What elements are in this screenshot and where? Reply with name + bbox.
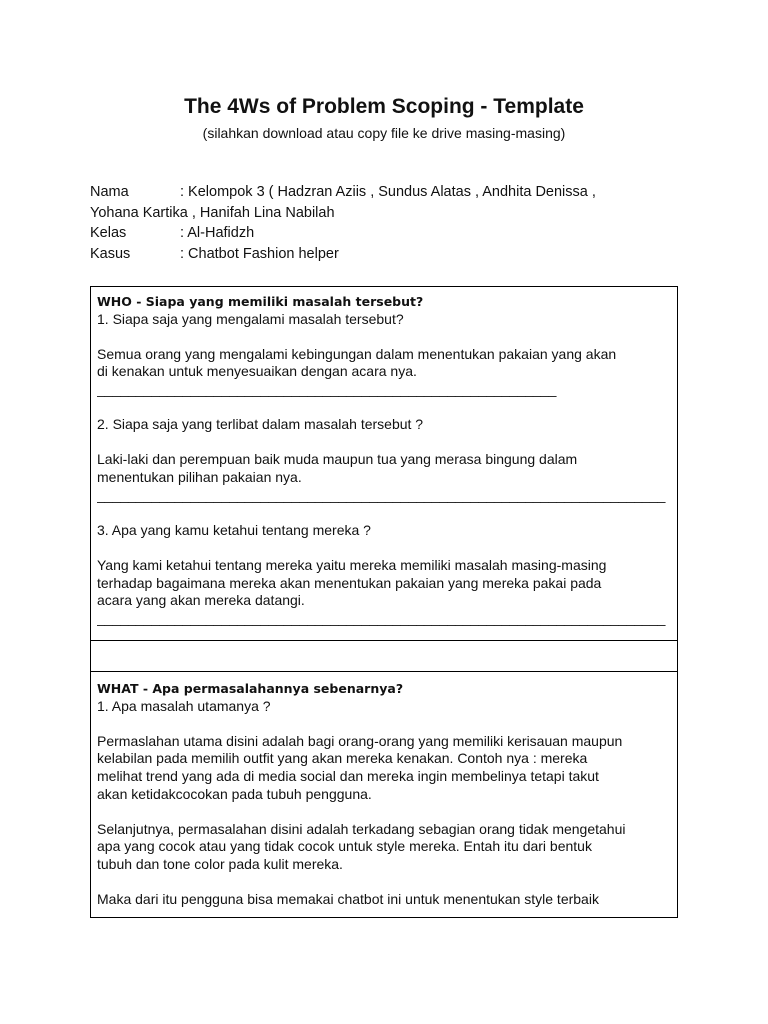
who-heading: WHO - Siapa yang memiliki masalah tersebut? [97, 294, 424, 309]
nama-value-continued: Yohana Kartika , Hanifah Lina Nabilah [90, 204, 335, 221]
who-question-3: 3. Apa yang kamu ketahui tentang mereka ? [97, 521, 371, 538]
kasus-row [90, 244, 690, 265]
what-heading: WHAT - Apa permasalahannya sebenarnya? [97, 681, 404, 696]
who-answer-1-line-1: Semua orang yang mengalami kebingungan dalam menentukan pakaian yang akan [97, 345, 617, 362]
what-paragraph-2-line-2: apa yang cocok atau yang tidak cocok untuk style mereka. Entah itu dari bentuk [97, 838, 592, 855]
nama-label: Nama [90, 184, 129, 200]
spacer [97, 874, 671, 892]
table-divider [91, 671, 677, 672]
nama-row [90, 182, 690, 203]
what-paragraph-2-line-1: Selanjutnya, permasalahan disini adalah terkadang sebagian orang tidak mengetahui [97, 820, 626, 837]
scoping-table [90, 286, 678, 918]
kasus-label: Kasus [90, 245, 131, 262]
who-answer-3-line-3: acara yang akan mereka datangi. [97, 592, 305, 609]
who-answer-2-line-1: Laki-laki dan perempuan baik muda maupun tua yang merasa bingung dalam [97, 451, 578, 468]
table-divider [91, 640, 677, 641]
what-paragraph-1-line-2: kelabilan pada memilih outfit yang akan mereka kenakan. Contoh nya : mereka [97, 750, 588, 767]
spacer [97, 434, 671, 452]
spacer [97, 399, 671, 417]
kelas-row [90, 223, 690, 244]
kasus-value: : Chatbot Fashion helper [180, 245, 339, 262]
who-cell [91, 293, 677, 627]
nama-value: : Kelompok 3 ( Hadzran Aziis , Sundus Alatas , Andhita Denissa , [180, 184, 596, 200]
what-paragraph-2-line-3: tubuh dan tone color pada kulit mereka. [97, 855, 343, 872]
what-cell [91, 680, 677, 909]
spacer [97, 715, 671, 733]
who-answer-3-line-1: Yang kami ketahui tentang mereka yaitu mereka memiliki masalah masing-masing [97, 556, 607, 573]
who-question-1: 1. Siapa saja yang mengalami masalah tersebut? [97, 310, 404, 327]
spacer [97, 803, 671, 821]
page-subtitle: (silahkan download atau copy file ke drive masing-masing) [202, 125, 566, 141]
spacer [97, 328, 671, 346]
spacer [97, 504, 671, 522]
who-answer-2-line-2: menentukan pilihan pakaian nya. [97, 468, 302, 485]
who-question-2: 2. Siapa saja yang terlibat dalam masalah tersebut ? [97, 416, 424, 433]
what-paragraph-1-line-1: Permaslahan utama disini adalah bagi orang-orang yang memiliki kerisauan maupun [97, 732, 623, 749]
answer-underline: _________________________________________________________________________ [97, 486, 666, 503]
kelas-value: : Al-Hafidzh [180, 225, 255, 241]
what-question-1: 1. Apa masalah utamanya ? [97, 697, 271, 714]
what-paragraph-1-line-3: melihat trend yang ada di media social dan mereka ingin membelinya tetapi takut [97, 767, 599, 784]
answer-underline: ___________________________________________________________ [97, 380, 557, 397]
what-paragraph-3-line-1: Maka dari itu pengguna bisa memakai chatbot ini untuk menentukan style terbaik [97, 891, 599, 908]
who-answer-1-line-2: di kenakan untuk menyesuaikan dengan acara nya. [97, 363, 417, 380]
who-answer-3-line-2: terhadap bagaimana mereka akan menentukan pakaian yang mereka pakai pada [97, 574, 602, 591]
page-title: The 4Ws of Problem Scoping - Template [184, 95, 584, 118]
answer-underline: _________________________________________________________________________ [97, 609, 666, 626]
what-paragraph-1-line-4: akan ketidakcocokan pada tubuh pengguna. [97, 785, 372, 802]
kelas-label: Kelas [90, 225, 127, 241]
identity-section [90, 182, 690, 264]
spacer [97, 539, 671, 557]
